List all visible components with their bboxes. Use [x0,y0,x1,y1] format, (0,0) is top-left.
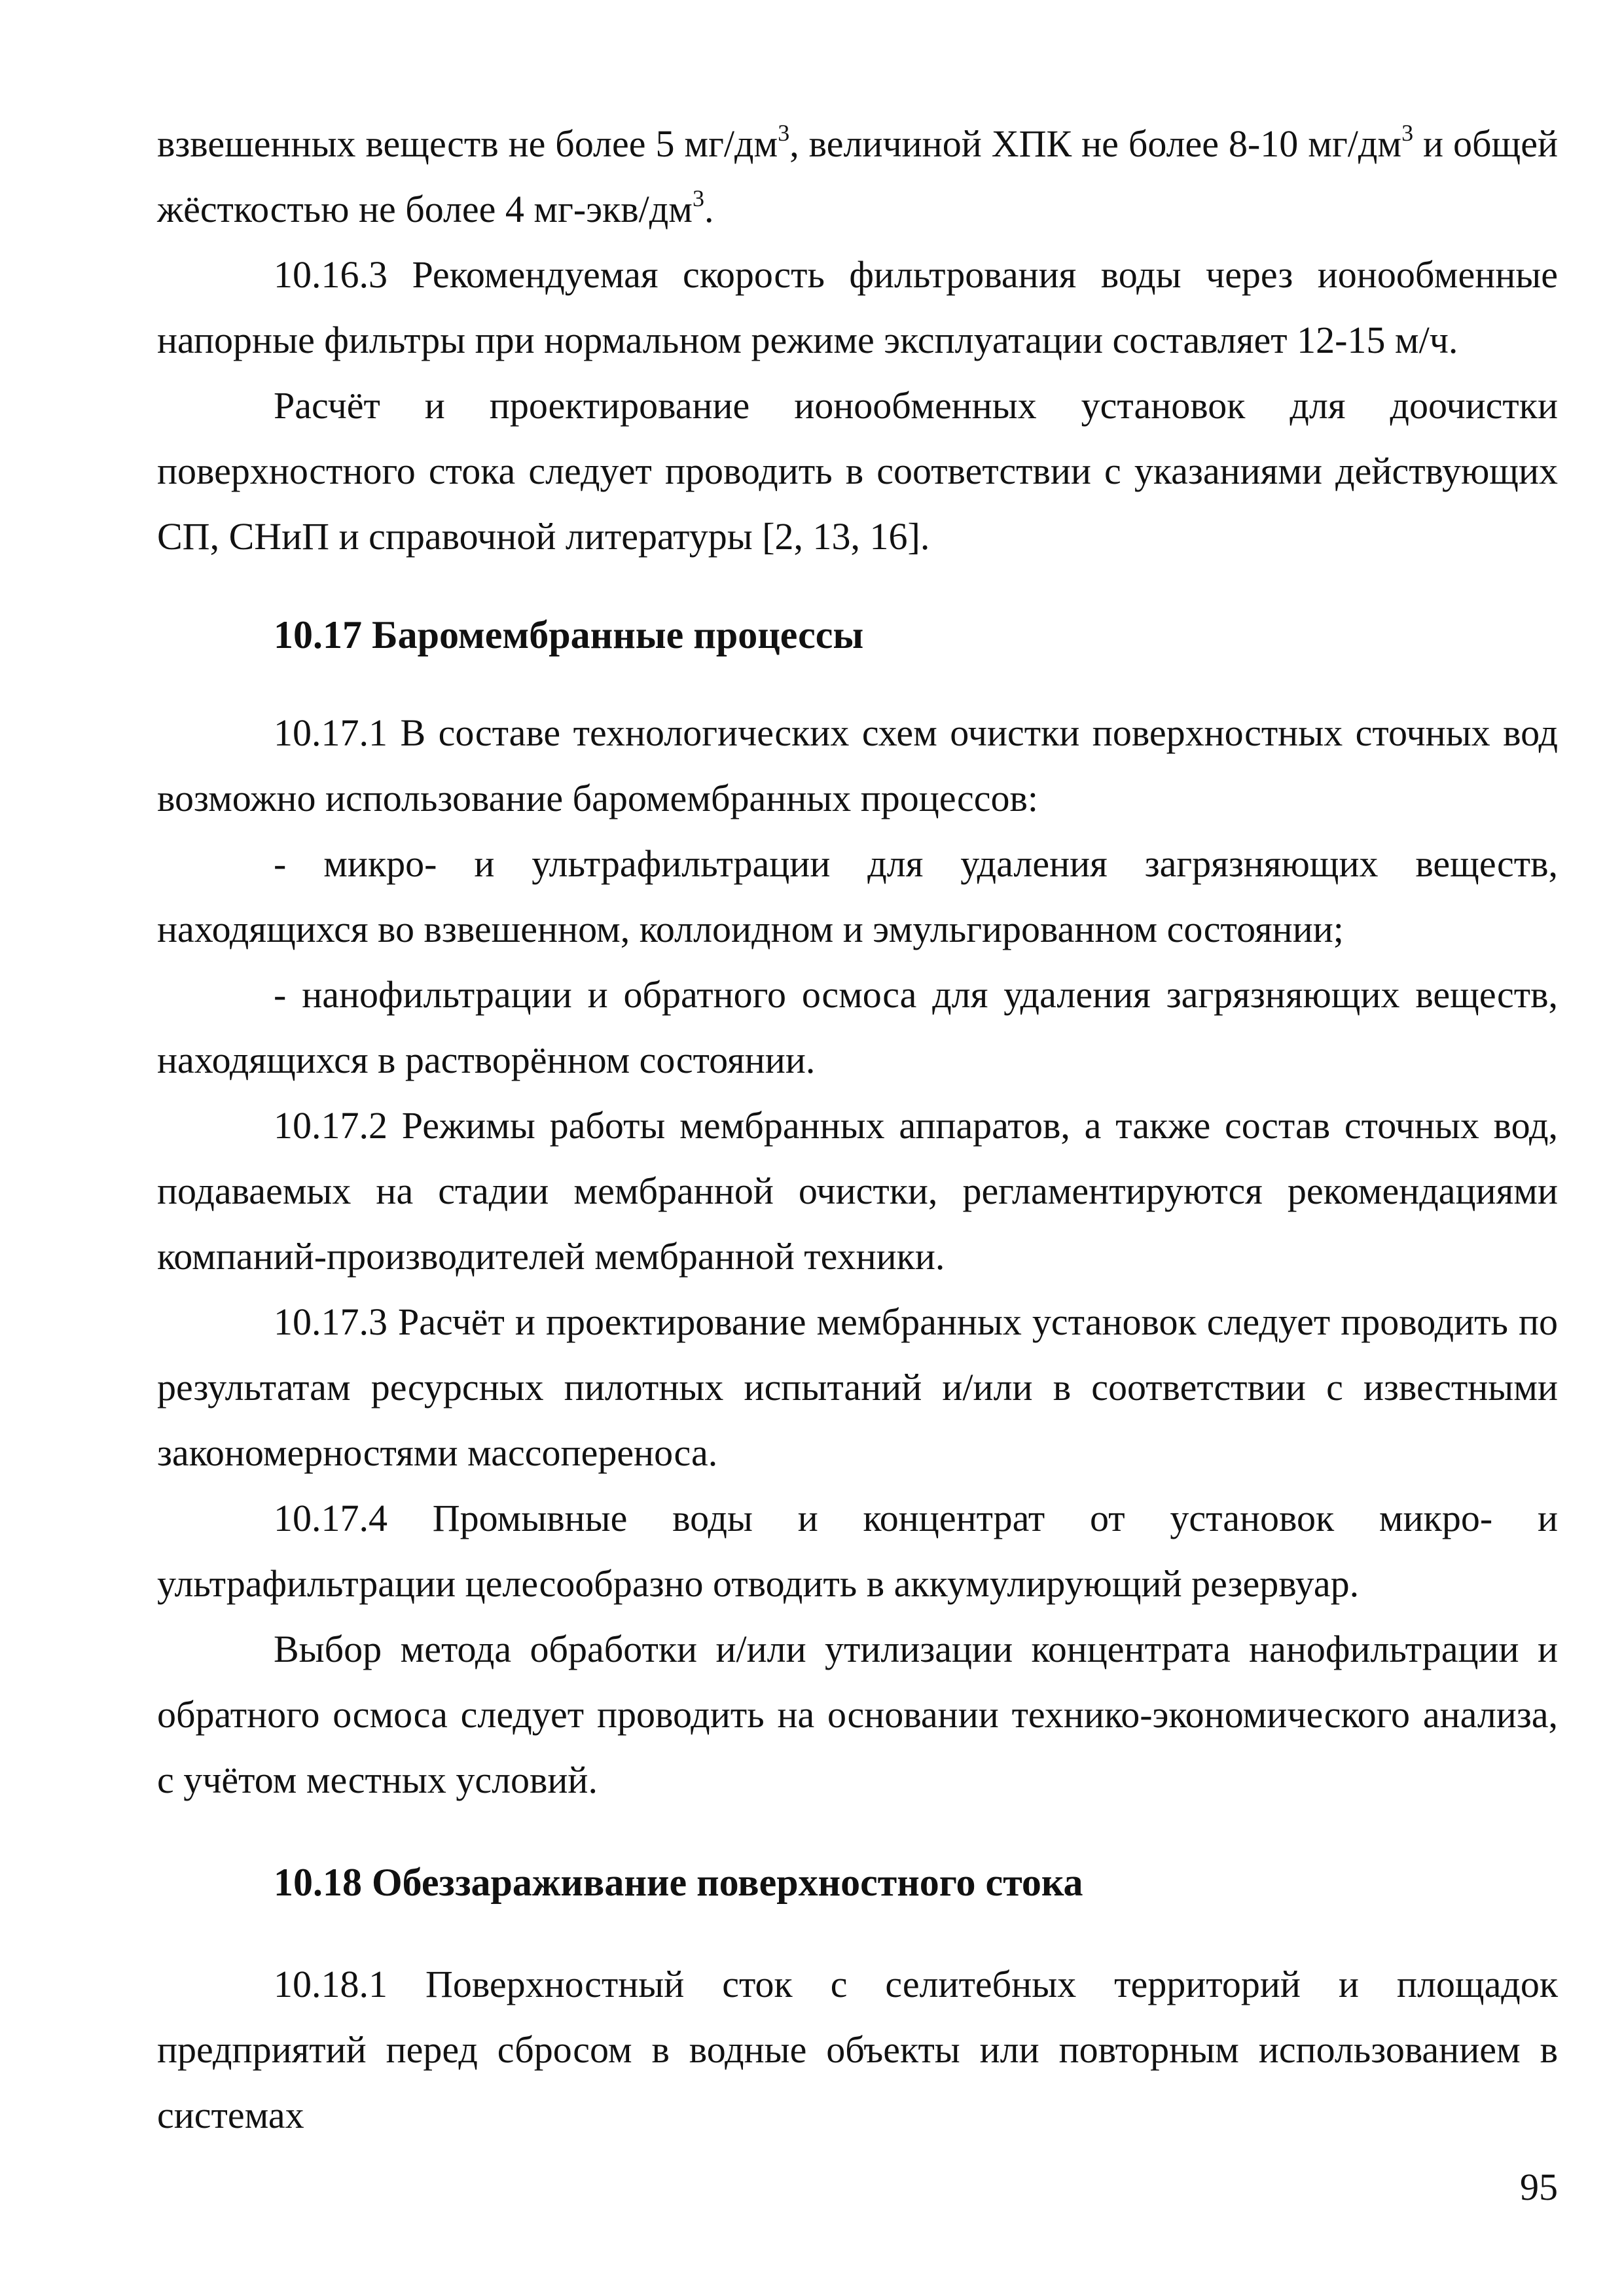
section-heading-10-17: 10.17 Баромембранные процессы [274,613,864,656]
intro-text-a: взвешенных веществ не более 5 мг/дм [157,122,778,165]
list-item-micro-ultrafiltration: - микро- и ультрафильтрации для удаления загрязняющих веществ, находящихся во взвешенном, коллоидном и эмульгированном состоянии; [157,842,1558,950]
superscript-cube: 3 [1401,120,1414,146]
intro-text-c: и общей жёсткостью не более 4 мг-экв/дм [157,122,1558,230]
paragraph-10-18-1: 10.18.1 Поверхностный сток с селитебных территорий и площадок предприятий перед сбросом в водные объекты или повторным использованием в системах [157,1963,1558,2136]
spacer [157,668,1558,700]
intro-text-d: . [704,188,714,230]
spacer [157,569,1558,602]
paragraph-intro [157,111,1558,242]
paragraph-10-17-4: 10.17.4 Промывные воды и концентрат от установок микро- и ультрафильтрации целесообразно отводить в аккумулирующий резервуар. [157,1497,1558,1605]
paragraph-10-17-2: 10.17.2 Режимы работы мембранных аппаратов, а также состав сточных вод, подаваемых на стадии мембранной очистки, регламентируются рекомендациями компаний-производителей мембранной техники. [157,1104,1558,1278]
spacer [157,1915,1558,1952]
page-number: 95 [1520,2166,1558,2208]
paragraph-10-16-3: 10.16.3 Рекомендуемая скорость фильтрования воды через ионообменные напорные фильтры при нормальном режиме эксплуатации составляет 12-15 м/ч. [157,253,1558,361]
spacer [157,1813,1558,1850]
page-body [157,111,1558,2148]
superscript-cube: 3 [778,120,790,146]
paragraph-concentrate-choice: Выбор метода обработки и/или утилизации концентрата нанофильтрации и обратного осмоса следует проводить на основании технико-экономического анализа, с учётом местных условий. [157,1628,1558,1801]
paragraph-10-17-3: 10.17.3 Расчёт и проектирование мембранных установок следует проводить по результатам ресурсных пилотных испытаний и/или в соответствии с известными закономерностями массопереноса. [157,1300,1558,1474]
superscript-cube: 3 [693,185,705,211]
paragraph-ion-exchange-design: Расчёт и проектирование ионообменных установок для доочистки поверхностного стока следует проводить в соответствии с указаниями действующих СП, СНиП и справочной литературы [2, 13, 16]. [157,384,1558,558]
list-item-nanofiltration: - нанофильтрации и обратного осмоса для удаления загрязняющих веществ, находящихся в растворённом состоянии. [157,973,1558,1081]
paragraph-10-17-1: 10.17.1 В составе технологических схем очистки поверхностных сточных вод возможно использование баромембранных процессов: [157,711,1558,819]
intro-text-b: , величиной ХПК не более 8-10 мг/дм [789,122,1402,165]
section-heading-10-18: 10.18 Обеззараживание поверхностного стока [274,1861,1083,1904]
